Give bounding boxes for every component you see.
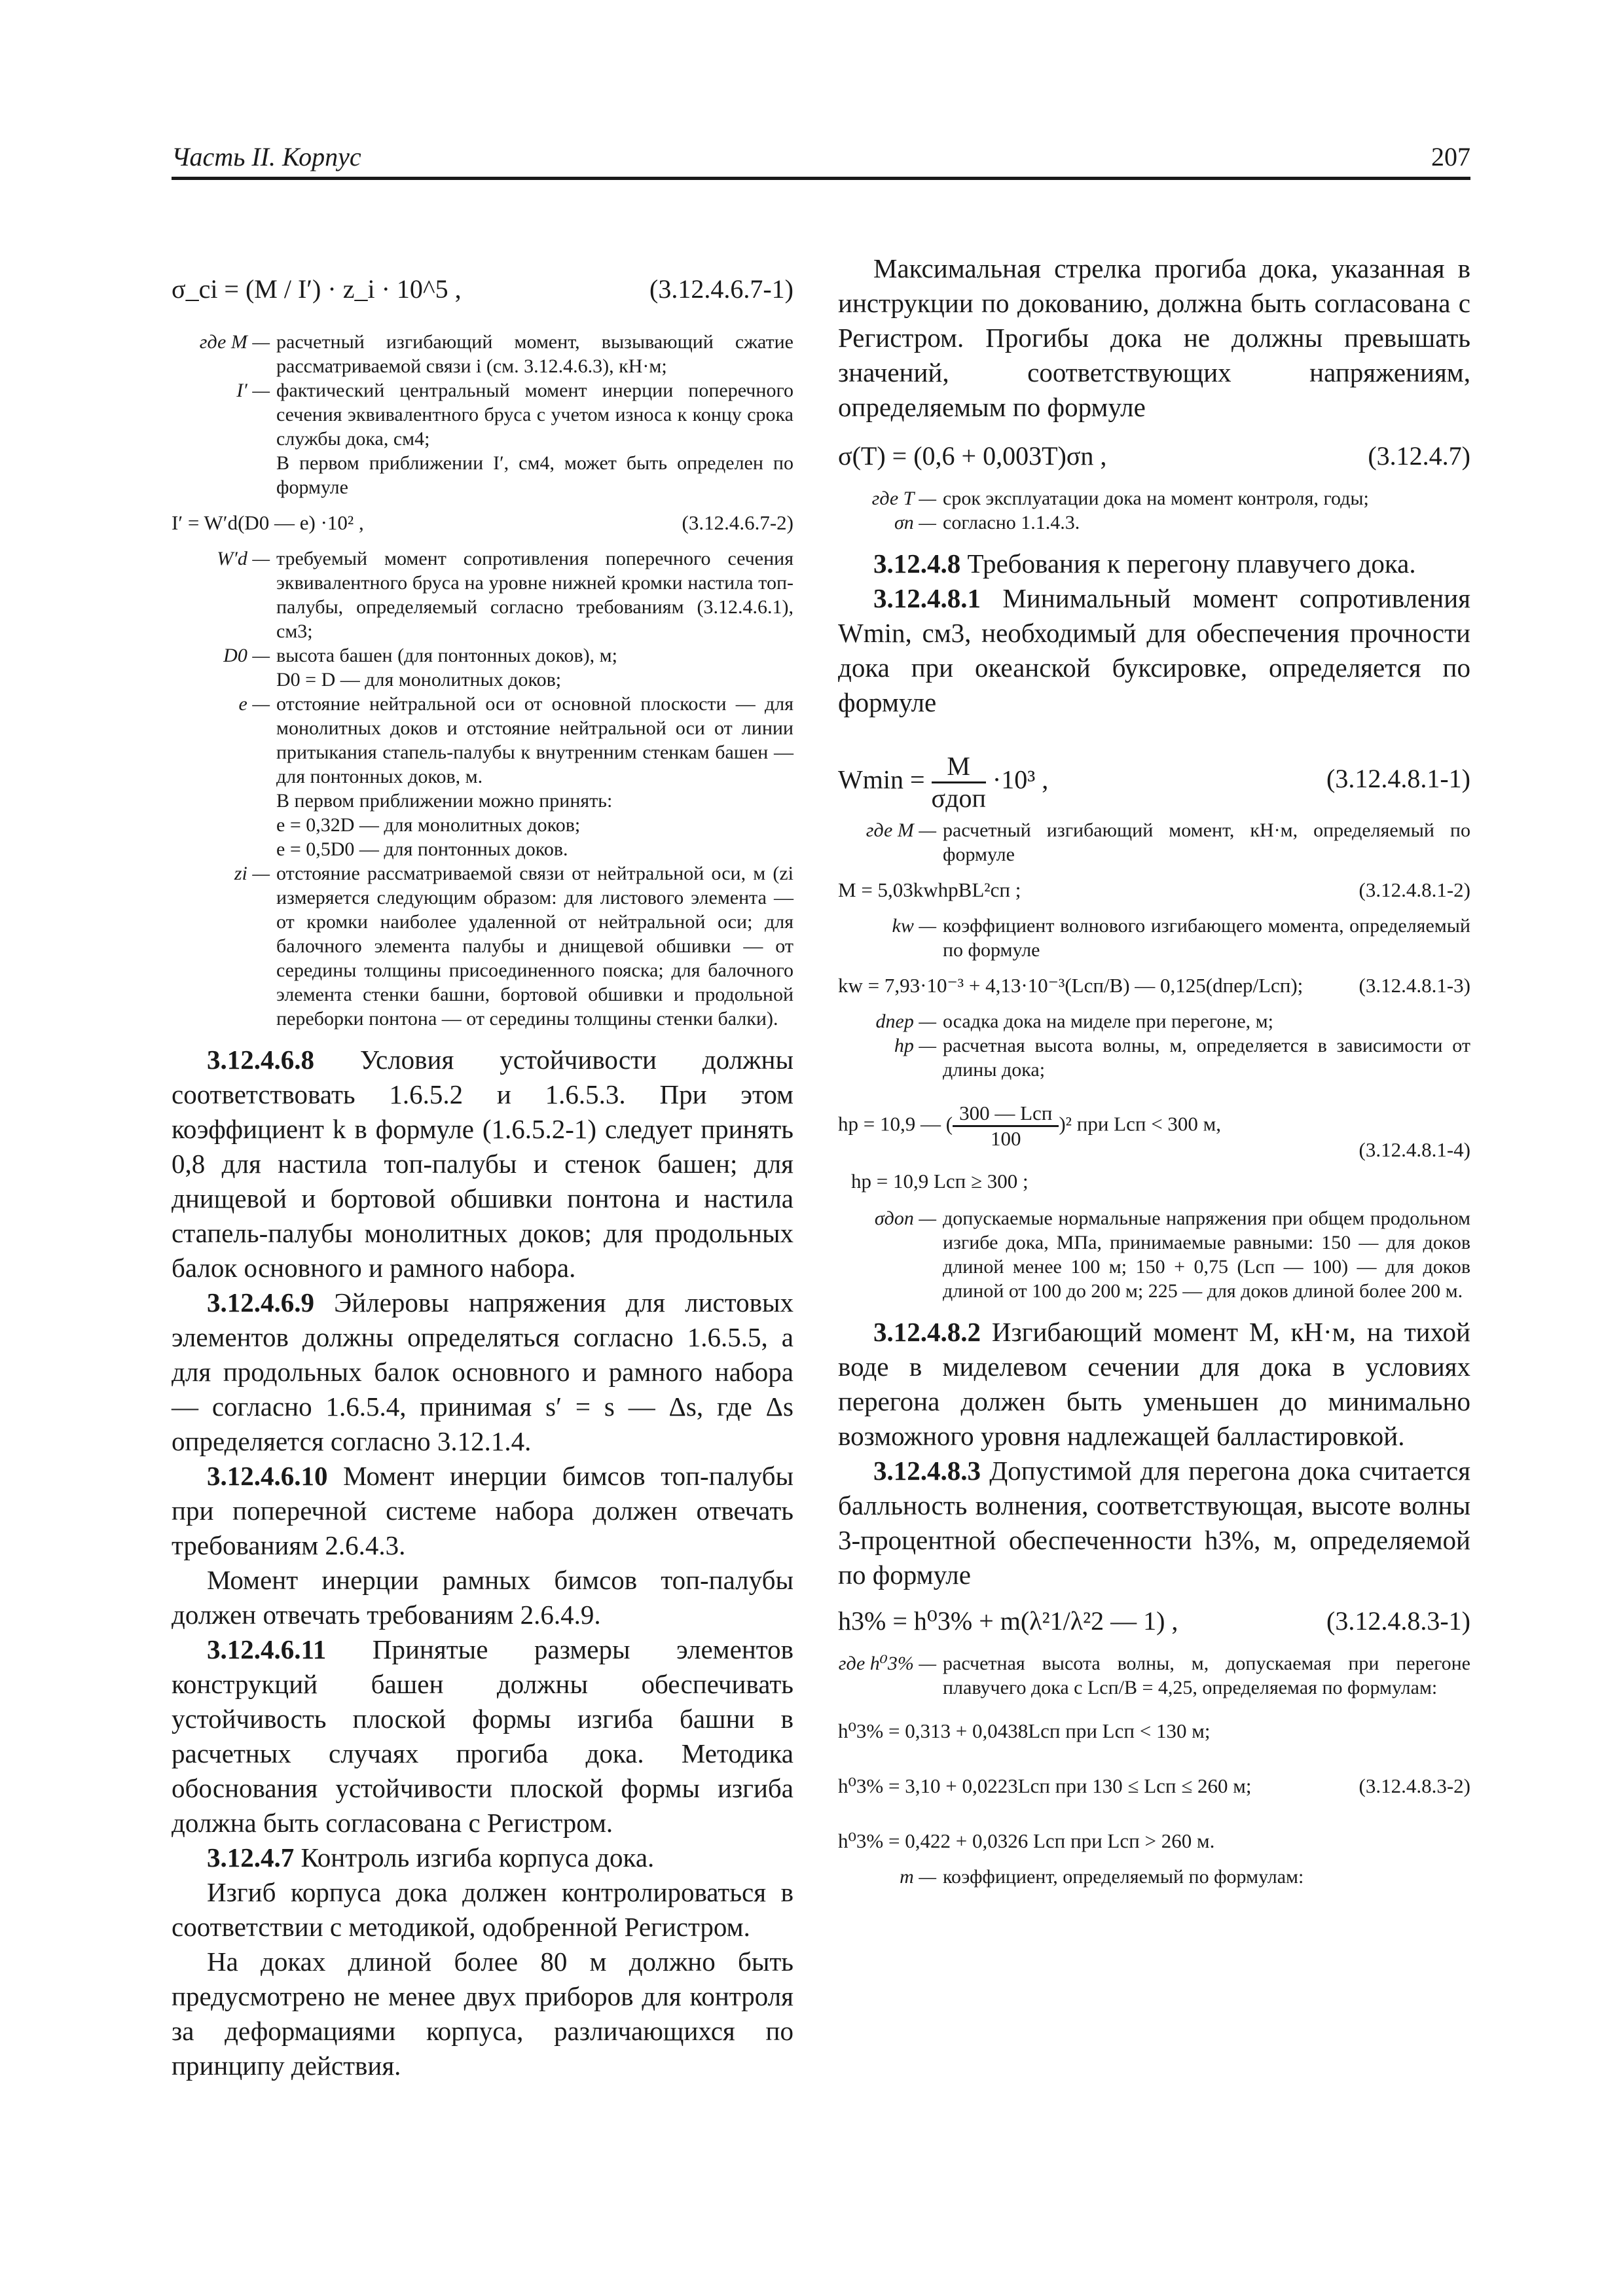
definition-list <box>838 1651 1470 1700</box>
definition-symbol: где T — <box>871 488 936 509</box>
equation-number: (3.12.4.8.3-1) <box>1326 1606 1470 1636</box>
section-number: 3.12.4.6.11 <box>207 1634 327 1664</box>
definition-symbol: dпер — <box>875 1011 936 1032</box>
definition-list <box>838 486 1470 535</box>
paragraph <box>172 1945 793 2083</box>
section-text: Принятые размеры элементов конструкций башен должны обеспечивать устойчивость плоской формы изгиба башни в расчетных случаях прогиба дока. Методика обоснования устойчивости плоской формы изгиба должна быть согласована с Регистром. <box>172 1634 793 1838</box>
section-text: Контроль изгиба корпуса дока. <box>294 1842 655 1873</box>
equation-number: (3.12.4.6.7-2) <box>682 511 793 534</box>
section-text: Момент инерции рамных бимсов топ-палубы должен отвечать требованиям 2.6.4.9. <box>172 1565 793 1630</box>
section-number: 3.12.4.8.1 <box>873 583 981 613</box>
definition-symbol <box>172 813 276 837</box>
definition-symbol: σn — <box>894 512 936 533</box>
equation-formula <box>838 751 1048 814</box>
paragraph <box>172 1043 793 1285</box>
definition-item <box>172 837 793 861</box>
paragraph <box>172 1285 793 1459</box>
definition-text: e = 0,5D0 — для понтонных доков. <box>276 838 568 860</box>
definition-list <box>838 1865 1470 1889</box>
definition-list <box>172 330 793 499</box>
definition-item <box>172 378 793 451</box>
definition-list <box>172 547 793 1031</box>
definition-text: В первом приближении можно принять: <box>276 790 613 812</box>
definition-symbol <box>172 668 276 692</box>
equation-number: (3.12.4.8.3-2) <box>1359 1774 1470 1797</box>
fraction <box>932 751 986 814</box>
section-number: 3.12.4.7 <box>207 1842 295 1873</box>
definition-text: e = 0,32D — для монолитных доков; <box>276 814 581 836</box>
equation-formula: h⁰3% = 0,422 + 0,0326 Lсп при Lсп > 260 м. <box>838 1829 1215 1852</box>
section-text: Минимальный момент сопротивления Wmin, см3, необходимый для обеспечения прочности дока при океанской буксировке, определяется по формуле <box>838 583 1470 717</box>
section-number: 3.12.4.6.8 <box>207 1045 314 1075</box>
equation-number: (3.12.4.8.1-2) <box>1359 878 1470 901</box>
definition-symbol <box>172 451 276 499</box>
definition-item <box>838 914 1470 962</box>
equation-3-12-4-7 <box>838 440 1470 480</box>
equation-formula-b: hp = 10,9 Lсп ≥ 300 ; <box>851 1170 1029 1193</box>
definition-symbol: где h⁰3% — <box>838 1653 936 1674</box>
definition-item <box>838 1651 1470 1700</box>
equation-3-12-4-8-3-2b <box>838 1774 1470 1803</box>
section-text: Момент инерции бимсов топ-палубы при поперечной системе набора должен отвечать требованиям 2.6.4.3. <box>172 1461 793 1560</box>
definition-text: требуемый момент сопротивления поперечного сечения эквивалентного бруса на уровне нижней кромки настила топ-палубы, определяемый согласно требованиям (3.12.4.6.1), см3; <box>276 548 793 642</box>
equation-3-12-4-8-3-2c <box>838 1829 1470 1858</box>
equation-formula: I′ = W′d(D0 — e) ·10² , <box>172 511 364 534</box>
section-number: 3.12.4.6.9 <box>207 1287 314 1318</box>
definition-text: отстояние рассматриваемой связи от нейтральной оси, м (zi измеряется следующим образом: для листового элемента — от кромки наиболее удаленной от нейтральной оси; для балочного элемента палубы и днищевой обшивки — от середины толщины присоединенного пояска; для балочного элемента стенки башни, бортовой обшивки и продольной переборки понтона — от середины толщины стенки балки). <box>276 863 793 1030</box>
definition-text: коэффициент, определяемый по формулам: <box>943 1866 1304 1888</box>
definition-item <box>172 668 793 692</box>
fraction-numerator: 300 — Lсп <box>953 1102 1059 1127</box>
definition-item <box>172 547 793 643</box>
section-text: На доках длиной более 80 м должно быть предусмотрено не менее двух приборов для контроля за деформациями корпуса, различающихся по принципу действия. <box>172 1946 793 2081</box>
definition-list <box>838 1009 1470 1082</box>
definition-list <box>838 914 1470 962</box>
header-rule <box>172 177 1470 180</box>
equation-formula: h⁰3% = 3,10 + 0,0223Lсп при 130 ≤ Lсп ≤ 260 м; <box>838 1774 1252 1797</box>
definition-symbol: W′d — <box>217 548 270 569</box>
paragraph <box>172 1459 793 1563</box>
paragraph <box>172 1875 793 1945</box>
equation-formula: h⁰3% = 0,313 + 0,0438Lсп при Lсп < 130 м; <box>838 1719 1211 1742</box>
section-text: Требования к перегону плавучего дока. <box>960 548 1416 579</box>
definition-text: высота башен (для понтонных доков), м; <box>276 645 617 666</box>
equation-3-12-4-8-1-1 <box>838 740 1470 812</box>
definition-symbol: I′ — <box>236 380 270 401</box>
equation-lhs: Wmin = <box>838 764 925 795</box>
definition-item <box>172 643 793 668</box>
equation-3-12-4-8-1-3 <box>838 974 1470 1003</box>
right-column <box>838 251 1470 1901</box>
definition-item <box>172 861 793 1031</box>
equation-number: (3.12.4.8.1-3) <box>1359 974 1470 997</box>
definition-item <box>838 1206 1470 1303</box>
equation-formula: M = 5,03kwhpBL²сп ; <box>838 878 1021 901</box>
definition-item <box>838 818 1470 867</box>
definition-item <box>838 1865 1470 1889</box>
paragraph <box>172 1632 793 1840</box>
left-column <box>172 251 793 2083</box>
definition-item <box>172 813 793 837</box>
section-number: 3.12.4.8.2 <box>873 1317 981 1347</box>
fraction-denominator: 100 <box>990 1126 1021 1150</box>
equation-tail: )² при Lсп < 300 м, <box>1059 1112 1222 1136</box>
definition-item <box>172 330 793 378</box>
section-number: 3.12.4.8.3 <box>873 1456 981 1486</box>
definition-symbol: e — <box>238 693 270 715</box>
equation-formula: kw = 7,93·10⁻³ + 4,13·10⁻³(Lсп/B) — 0,125(dпер/Lсп); <box>838 974 1304 997</box>
section-text: Допустимой для перегона дока считается балльность волнения, соответствующая, высоте волны 3-процентной обеспеченности h3%, м, определяемой по формуле <box>838 1456 1470 1590</box>
paragraph <box>172 1563 793 1632</box>
equation-number: (3.12.4.8.1-4) <box>1359 1138 1470 1161</box>
equation-formula: σ(T) = (0,6 + 0,003T)σn , <box>838 441 1107 471</box>
definition-text: фактический центральный момент инерции поперечного сечения эквивалентного бруса с учетом износа к концу срока службы дока, см4; <box>276 380 793 450</box>
section-text: Изгиб корпуса дока должен контролироваться в соответствии с методикой, одобренной Регистром. <box>172 1877 793 1942</box>
fraction-numerator: M <box>932 751 986 783</box>
section-number: 3.12.4.6.10 <box>207 1461 328 1491</box>
fraction-denominator: σдоп <box>931 783 986 813</box>
equation-number: (3.12.4.7) <box>1368 441 1470 471</box>
definition-text: расчетный изгибающий момент, кН·м, определяемый по формуле <box>943 819 1470 865</box>
definition-symbol: σдоп — <box>874 1208 936 1229</box>
definition-symbol: m — <box>900 1866 936 1888</box>
paragraph <box>172 1840 793 1875</box>
section-text: Условия устойчивости должны соответствовать 1.6.5.2 и 1.6.5.3. При этом коэффициент k в формуле (1.6.5.2-1) следует принять 0,8 для настила топ-палубы и стенок башен; для днищевой и бортовой обшивки понтона и настила стапель-палубы монолитных доков; для продольных балок основного и рамного набора. <box>172 1045 793 1283</box>
paragraph-3-12-4-8-2 <box>838 1315 1470 1454</box>
definition-symbol <box>172 837 276 861</box>
equation-formula: h3% = h⁰3% + m(λ²1/λ²2 — 1) , <box>838 1606 1178 1636</box>
definition-symbol: где M — <box>199 331 270 353</box>
section-text: Изгибающий момент M, кН·м, на тихой воде в миделевом сечении для дока в условиях перегона должен быть уменьшен до минимально возможного уровня надлежащей балластировкой. <box>838 1317 1470 1451</box>
definition-symbol: где M — <box>866 819 936 841</box>
definition-text: согласно 1.1.4.3. <box>943 512 1080 533</box>
definition-symbol: kw — <box>892 915 936 937</box>
equation-3-12-4-6-7-2 <box>172 511 793 540</box>
fraction <box>953 1102 1059 1150</box>
definition-list <box>838 1206 1470 1303</box>
definition-text: D0 = D — для монолитных доков; <box>276 669 562 691</box>
equation-formula-a <box>838 1102 1221 1150</box>
definition-list <box>838 818 1470 867</box>
definition-symbol: D0 — <box>223 645 270 666</box>
equation-tail: ·10³ , <box>992 764 1049 795</box>
definition-text: осадка дока на миделе при перегоне, м; <box>943 1011 1273 1032</box>
running-header-title: Часть II. Корпус <box>172 142 361 171</box>
definition-text: коэффициент волнового изгибающего момента, определяемый по формуле <box>943 915 1470 961</box>
equation-3-12-4-8-1-4 <box>838 1102 1470 1200</box>
definition-symbol: hp — <box>894 1035 936 1056</box>
equation-3-12-4-8-3-2a <box>838 1719 1470 1748</box>
equation-3-12-4-6-7-1 <box>172 258 793 323</box>
definition-item <box>172 789 793 813</box>
page-number: 207 <box>1431 142 1470 171</box>
definition-item <box>838 1009 1470 1033</box>
equation-number: (3.12.4.6.7-1) <box>649 274 793 304</box>
equation-number: (3.12.4.8.1-1) <box>1326 764 1470 793</box>
definition-text: расчетный изгибающий момент, вызывающий сжатие рассматриваемой связи i (см. 3.12.4.6.3), кН·м; <box>276 331 793 377</box>
definition-text: допускаемые нормальные напряжения при общем продольном изгибе дока, МПа, принимаемые равными: 150 — для доков длиной менее 100 м; 150 + 0,75 (Lсп — 100) — для доков длиной от 100 до 200 м; 225 — для доков длиной более 200 м. <box>943 1208 1470 1302</box>
section-number: 3.12.4.8 <box>873 548 961 579</box>
equation-formula: σ_ci = (M / I′) · z_i · 10^5 , <box>172 274 462 304</box>
definition-text: отстояние нейтральной оси от основной плоскости — для монолитных доков и отстояние нейтральной оси от линии притыкания стапель-палубы к внутренним стенкам башен — для понтонных доков, м. <box>276 693 793 787</box>
definition-symbol: zi — <box>234 863 270 884</box>
section-heading-3-12-4-8 <box>838 547 1470 581</box>
definition-item <box>172 451 793 499</box>
definition-symbol <box>172 789 276 813</box>
definition-item <box>838 486 1470 511</box>
definition-item <box>838 1033 1470 1082</box>
equation-3-12-4-8-1-2 <box>838 878 1470 907</box>
definition-text: В первом приближении I′, см4, может быть определен по формуле <box>276 452 793 498</box>
definition-item <box>172 692 793 789</box>
definition-text: срок эксплуатации дока на момент контроля, годы; <box>943 488 1369 509</box>
paragraph-3-12-4-8-3 <box>838 1454 1470 1592</box>
equation-3-12-4-8-3-1 <box>838 1605 1470 1645</box>
definition-text: расчетная высота волны, м, определяется в зависимости от длины дока; <box>943 1035 1470 1081</box>
equation-lhs: hp = 10,9 — ( <box>838 1112 953 1136</box>
paragraph-3-12-4-8-1 <box>838 581 1470 720</box>
definition-text: расчетная высота волны, м, допускаемая при перегоне плавучего дока с Lсп/B = 4,25, определяемая по формулам: <box>943 1653 1470 1698</box>
definition-item <box>838 511 1470 535</box>
left-paragraphs <box>172 1043 793 2083</box>
section-text: Эйлеровы напряжения для листовых элементов должны определяться согласно 1.6.5.5, а для продольных балок основного и рамного набора — согласно 1.6.5.4, принимая s′ = s — Δs, где Δs определяется согласно 3.12.1.4. <box>172 1287 793 1456</box>
paragraph: Максимальная стрелка прогиба дока, указанная в инструкции по докованию, должна быть согласована с Регистром. Прогибы дока не должны превышать значений, соответствующих напряжениям, определяемым по формуле <box>838 253 1470 422</box>
